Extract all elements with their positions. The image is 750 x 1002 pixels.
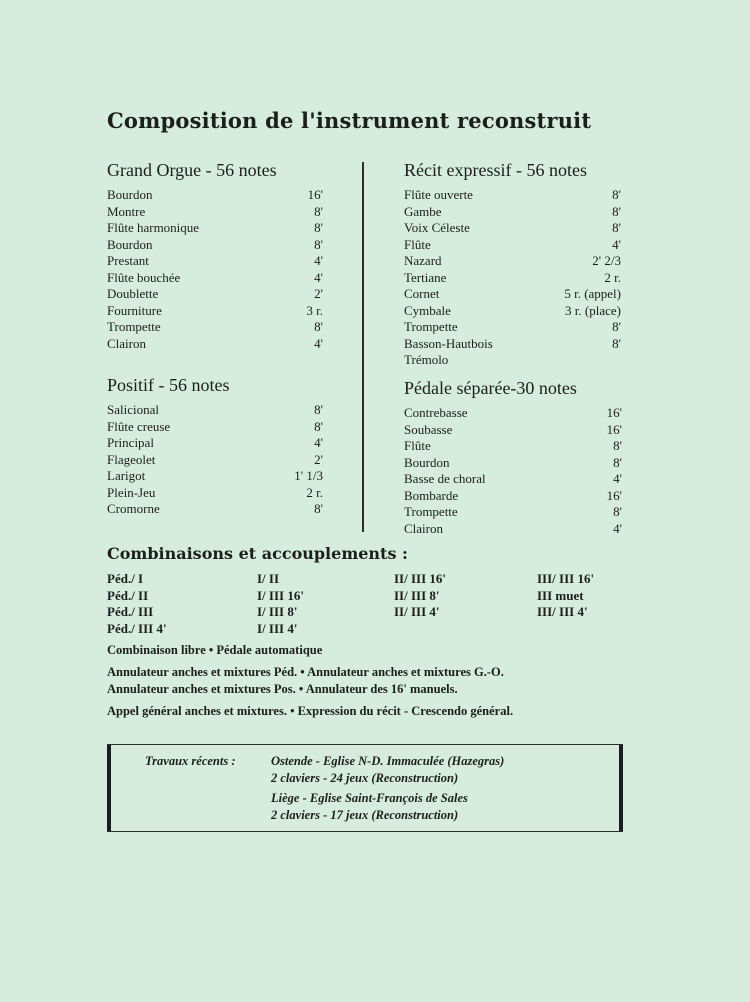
pedale-title: Pédale séparée-30 notes — [404, 378, 577, 398]
stop-name: Bombarde — [404, 487, 459, 503]
stop-row — [107, 253, 323, 270]
stop-name: Bourdon — [107, 187, 153, 202]
stop-footage: 8' — [612, 187, 621, 202]
stop-row — [107, 336, 323, 353]
stop-name: Flûte ouverte — [404, 187, 473, 202]
stop-footage: 8' — [314, 402, 323, 417]
stop-row — [404, 405, 622, 422]
grand-orgue-title: Grand Orgue - 56 notes — [107, 160, 277, 180]
stop-name: Trompette — [404, 504, 458, 519]
stop-footage: 8' — [613, 438, 622, 453]
stop-footage: 8' — [314, 319, 323, 334]
stop-footage: 1' 1/3 — [294, 468, 323, 483]
combination-line: Annulateur anches et mixtures Pos. • Annulateur des 16' manuels. — [107, 682, 458, 696]
stop-name: Flûte bouchée — [107, 269, 181, 285]
stop-name: Prestant — [107, 253, 149, 268]
pedale-section — [404, 378, 622, 537]
stop-row — [107, 187, 323, 204]
stop-row — [404, 488, 622, 505]
stop-name: Clairon — [107, 335, 146, 351]
stop-row — [404, 352, 621, 369]
couplers-col-3 — [394, 571, 446, 621]
coupler: I/ III 8' — [257, 604, 298, 619]
stop-row — [107, 419, 323, 436]
recent-work-line: 2 claviers - 17 jeux (Reconstruction) — [271, 808, 459, 822]
stop-name: Cromorne — [107, 501, 160, 516]
recit-stops — [404, 187, 621, 369]
stop-name: Fourniture — [107, 302, 162, 318]
combination-line: Appel général anches et mixtures. • Expression du récit - Crescendo général. — [107, 704, 514, 718]
stop-name: Basson-Hautbois — [404, 335, 493, 351]
stop-footage: 2' — [314, 451, 323, 467]
stop-row — [107, 220, 323, 237]
stop-name: Plein-Jeu — [107, 484, 156, 500]
stop-name: Bourdon — [404, 454, 450, 470]
stop-row — [107, 286, 323, 303]
stop-row — [107, 237, 323, 254]
stop-footage: 8' — [612, 203, 621, 219]
stop-footage: 4' — [613, 520, 622, 536]
stop-name: Cymbale — [404, 302, 451, 318]
couplers-col-1 — [107, 571, 167, 637]
stop-row — [404, 204, 621, 221]
stop-footage: 4' — [314, 335, 323, 351]
stop-row — [404, 237, 621, 254]
stop-name: Flûte harmonique — [107, 220, 200, 235]
stop-footage: 2' — [314, 286, 323, 301]
stop-footage: 16' — [307, 187, 323, 202]
coupler: III muet — [537, 587, 584, 603]
pedale-stops — [404, 405, 622, 537]
stop-footage: 4' — [612, 236, 621, 252]
stop-row — [107, 435, 323, 452]
stop-name: Basse de choral — [404, 471, 486, 486]
stop-footage: 8' — [612, 220, 621, 235]
stop-footage: 5 r. (appel) — [564, 286, 621, 301]
stop-name: Principal — [107, 435, 154, 450]
combination-line: Combinaison libre • Pédale automatique — [107, 643, 323, 657]
stop-row — [404, 422, 622, 439]
stop-footage: 3 r. — [306, 302, 323, 318]
recent-work-line: Ostende - Eglise N-D. Immaculée (Hazegras) — [271, 754, 505, 768]
stop-footage: 3 r. (place) — [565, 302, 621, 318]
stop-footage: 4' — [314, 253, 323, 268]
stop-name: Montre — [107, 203, 146, 219]
coupler: Péd./ I — [107, 571, 144, 586]
coupler: I/ III 16' — [257, 587, 304, 603]
coupler: I/ II — [257, 571, 280, 586]
stop-name: Trompette — [107, 319, 161, 334]
stop-name: Contrebasse — [404, 405, 468, 420]
stop-footage: 8' — [612, 319, 621, 334]
page-title: Composition de l'instrument reconstruit — [107, 108, 592, 133]
stop-footage: 8' — [314, 203, 323, 219]
stop-row — [107, 485, 323, 502]
box-right-bar — [619, 745, 623, 831]
stop-row — [404, 253, 621, 270]
stop-name: Flûte creuse — [107, 418, 171, 434]
stop-name: Nazard — [404, 253, 442, 268]
stop-name: Voix Céleste — [404, 220, 470, 235]
coupler: Péd./ III — [107, 604, 154, 619]
recent-works-box — [107, 744, 623, 832]
stop-row — [107, 468, 323, 485]
coupler: I/ III 4' — [257, 620, 298, 636]
stop-name: Doublette — [107, 286, 159, 301]
stop-row — [404, 270, 621, 287]
stop-name: Tertiane — [404, 269, 447, 285]
stop-name: Flûte — [404, 236, 431, 252]
stop-name: Larigot — [107, 468, 146, 483]
stop-footage: 2 r. — [604, 269, 621, 285]
recent-work-line: Liège - Eglise Saint-François de Sales — [271, 791, 468, 805]
positif-title: Positif - 56 notes — [107, 375, 230, 395]
stop-row — [404, 504, 622, 521]
recit-section — [404, 160, 621, 369]
combinaisons-title: Combinaisons et accouplements : — [107, 544, 408, 563]
coupler: III/ III 16' — [537, 571, 595, 586]
coupler: III/ III 4' — [537, 604, 588, 619]
stop-footage: 4' — [314, 269, 323, 285]
stop-row — [404, 187, 621, 204]
stop-row — [404, 336, 621, 353]
coupler: Péd./ II — [107, 587, 149, 603]
column-divider — [362, 162, 364, 532]
stop-name: Trompette — [404, 319, 458, 334]
stop-name: Gambe — [404, 203, 442, 219]
stop-row — [404, 521, 622, 538]
box-left-bar — [107, 745, 111, 831]
stop-footage: 8' — [314, 501, 323, 516]
couplers-col-4 — [537, 571, 594, 621]
stop-footage: 8' — [314, 236, 323, 252]
stop-name: Soubasse — [404, 421, 453, 437]
stop-footage: 4' — [314, 435, 323, 450]
stop-name: Clairon — [404, 520, 443, 536]
stop-footage: 8' — [314, 418, 323, 434]
stop-row — [107, 452, 323, 469]
coupler: II/ III 16' — [394, 571, 447, 586]
stop-footage: 8' — [613, 454, 622, 470]
stop-footage: 8' — [613, 504, 622, 519]
stop-footage: 8' — [314, 220, 323, 235]
stop-name: Bourdon — [107, 236, 153, 252]
couplers-col-2 — [257, 571, 304, 637]
stop-footage: 8' — [612, 335, 621, 351]
stop-footage: 2 r. — [306, 484, 323, 500]
stop-row — [404, 303, 621, 320]
positif-section — [107, 375, 323, 518]
stop-name: Salicional — [107, 402, 159, 417]
stop-row — [107, 303, 323, 320]
stop-row — [107, 501, 323, 518]
coupler: II/ III 8' — [394, 587, 440, 603]
stop-name: Flageolet — [107, 451, 156, 467]
stop-name: Trémolo — [404, 352, 449, 367]
combination-line: Annulateur anches et mixtures Péd. • Annulateur anches et mixtures G.-O. — [107, 665, 504, 679]
stop-footage: 16' — [606, 421, 622, 437]
recent-work-line: 2 claviers - 24 jeux (Reconstruction) — [271, 771, 459, 785]
stop-row — [404, 438, 622, 455]
stop-name: Flûte — [404, 438, 431, 453]
stop-row — [404, 286, 621, 303]
positif-stops — [107, 402, 323, 518]
stop-name: Cornet — [404, 286, 440, 301]
stop-footage: 4' — [613, 471, 622, 486]
stop-footage: 16' — [606, 487, 622, 503]
stop-row — [107, 402, 323, 419]
coupler: II/ III 4' — [394, 604, 440, 619]
stop-row — [404, 319, 621, 336]
grand-orgue-stops — [107, 187, 323, 352]
stop-row — [107, 270, 323, 287]
stop-row — [404, 471, 622, 488]
recent-works-label: Travaux récents : — [145, 754, 236, 768]
stop-row — [404, 455, 622, 472]
stop-footage: 2' 2/3 — [592, 253, 621, 268]
coupler: Péd./ III 4' — [107, 620, 167, 636]
grand-orgue-section — [107, 160, 323, 352]
stop-row — [107, 204, 323, 221]
stop-row — [107, 319, 323, 336]
recit-title: Récit expressif - 56 notes — [404, 160, 587, 180]
stop-row — [404, 220, 621, 237]
stop-footage: 16' — [606, 405, 622, 420]
